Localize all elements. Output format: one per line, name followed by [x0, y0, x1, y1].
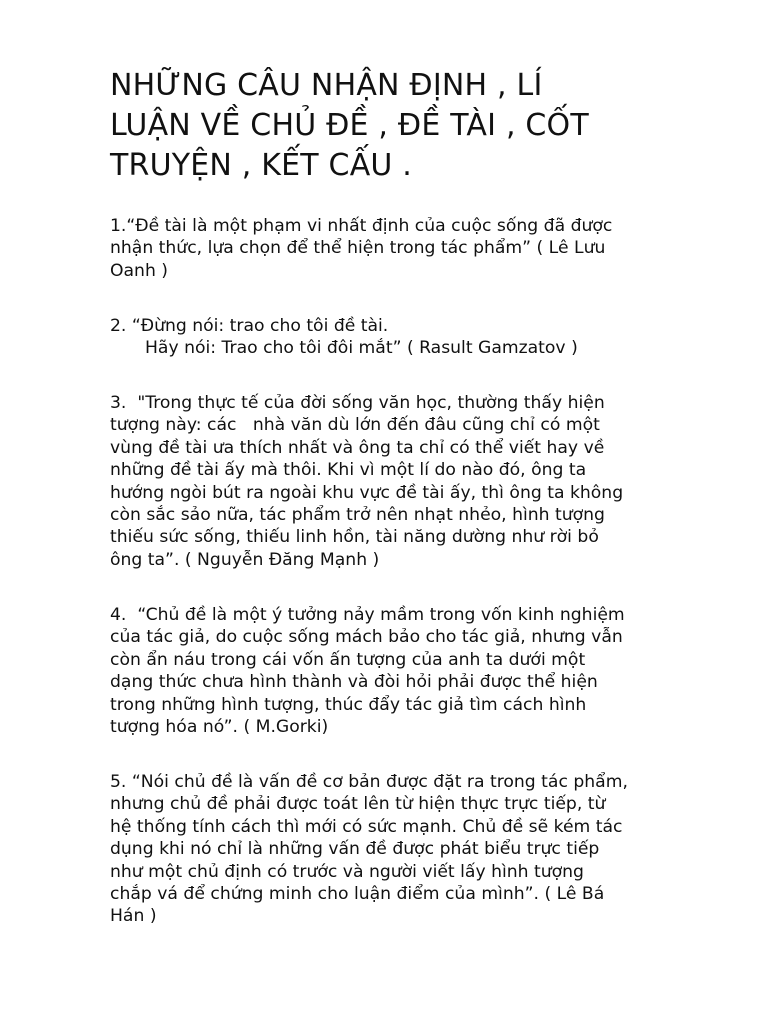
quote-entry-4: [110, 604, 625, 738]
quote-line: dạng thức chưa hình thành và đòi hỏi phải được thể hiện: [110, 672, 598, 693]
quote-line: 3. "Trong thực tế của đời sống văn học, thường thấy hiện: [110, 393, 605, 413]
quote-line: chắp vá để chứng minh cho luận điểm của mình”. ( Lê Bá: [110, 884, 605, 905]
quote-line: tượng hóa nó”. ( M.Gorki): [110, 717, 329, 738]
quote-line: 5. “Nói chủ đề là vấn đề cơ bản được đặt ra trong tác phẩm,: [110, 772, 628, 792]
title-line: NHỮNG CÂU NHẬN ĐỊNH , LÍ: [110, 68, 543, 103]
quote-entry-2: [110, 315, 578, 360]
title-line: TRUYỆN , KẾT CẤU .: [110, 148, 413, 183]
quote-line: của tác giả, do cuộc sống mách bảo cho tác giả, nhưng vẫn: [110, 627, 623, 648]
quote-line: những đề tài ấy mà thôi. Khi vì một lí do nào đó, ông ta: [110, 460, 587, 481]
quote-line: 1.“Đề tài là một phạm vi nhất định của cuộc sống đã được: [110, 216, 613, 236]
quote-line: còn sắc sảo nữa, tác phẩm trở nên nhạt nhẻo, hình tượng: [110, 505, 605, 526]
quote-line: ông ta”. ( Nguyễn Đăng Mạnh ): [110, 549, 380, 570]
title-line: LUẬN VỀ CHỦ ĐỀ , ĐỀ TÀI , CỐT: [110, 108, 589, 143]
quote-line: như một chủ định có trước và người viết lấy hình tượng: [110, 861, 584, 882]
quote-line: nhận thức, lựa chọn để thể hiện trong tác phẩm” ( Lê Lưu: [110, 238, 606, 259]
quote-line: Oanh ): [110, 260, 169, 281]
quote-line: Hãy nói: Trao cho tôi đôi mắt” ( Rasult Gamzatov ): [145, 338, 578, 359]
quote-line: Hán ): [110, 906, 157, 927]
quote-line: 2. “Đừng nói: trao cho tôi đề tài.: [110, 316, 389, 336]
quote-line: hướng ngòi bút ra ngoài khu vực đề tài ấy, thì ông ta không: [110, 482, 624, 503]
quote-line: dụng khi nó chỉ là những vấn đề được phát biểu trực tiếp: [110, 839, 600, 860]
quote-entry-1: [110, 215, 612, 282]
page-title: [110, 66, 710, 186]
quote-line: nhưng chủ đề phải được toát lên từ hiện thực trực tiếp, từ: [110, 794, 606, 815]
quote-entry-3: [110, 392, 623, 571]
quote-line: thiếu sức sống, thiếu linh hồn, tài năng dường như rời bỏ: [110, 527, 599, 548]
quote-entry-5: [110, 771, 628, 928]
quote-line: tượng này: các nhà văn dù lớn đến đâu cũng chỉ có một: [110, 415, 600, 436]
quote-line: còn ẩn náu trong cái vốn ấn tượng của anh ta dưới một: [110, 649, 586, 670]
quote-line: trong những hình tượng, thúc đẩy tác giả tìm cách hình: [110, 694, 587, 715]
quote-line: 4. “Chủ đề là một ý tưởng nảy mầm trong vốn kinh nghiệm: [110, 605, 625, 625]
quote-line: vùng đề tài ưa thích nhất và ông ta chỉ có thể viết hay về: [110, 437, 605, 458]
quote-line: hệ thống tính cách thì mới có sức mạnh. Chủ đề sẽ kém tác: [110, 816, 623, 837]
